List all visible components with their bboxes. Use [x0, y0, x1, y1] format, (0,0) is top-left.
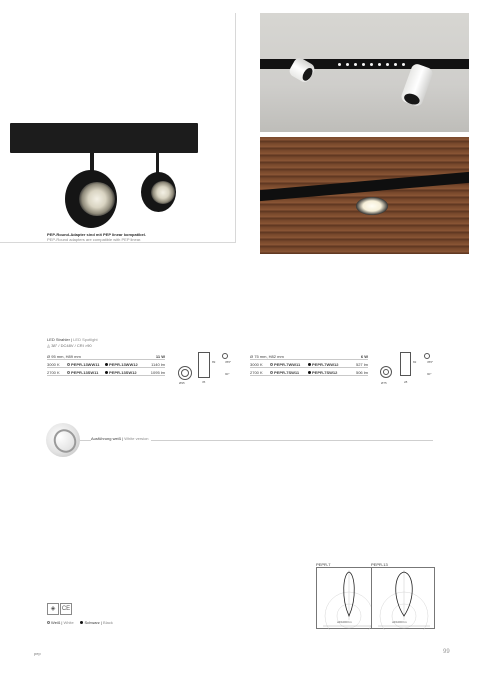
white-dot-icon: [67, 371, 70, 374]
black-dot-icon: [80, 621, 83, 624]
footer-brand: pep: [34, 651, 41, 656]
page-number: 99: [443, 649, 450, 655]
table-row: 2700 K PEPR-13SW11 PEPR-13SW12 1095 lm: [47, 369, 165, 375]
white-dot-icon: [270, 371, 273, 374]
spec-table-large: [47, 352, 165, 376]
white-dot-icon: [270, 363, 273, 366]
tech-drawing-small: Ø75 82 28 355° 90°: [376, 350, 438, 386]
table-header: Ø 95 mm, H89 mm 11 W: [47, 353, 165, 359]
table-header: Ø 75 mm, H82 mm 6 W: [250, 353, 368, 359]
polar-diagram-7: cd/1000 lm: [316, 567, 380, 629]
spec-title: LED Strahler | LED Spotlight: [47, 337, 98, 342]
spotlight-small: [141, 172, 176, 212]
ceiling-photo-wood: [260, 137, 469, 254]
table-row: 2700 K PEPR-7SW11 PEPR-7SW12 506 lm: [250, 369, 368, 375]
polar-title-13: PEPR-13: [371, 562, 388, 567]
polar-diagram-13: cd/1000 lm: [371, 567, 435, 629]
white-version-thumbnail: [46, 423, 80, 457]
spec-table-small: [250, 352, 368, 376]
table-row: 3000 K PEPR-7WW11 PEPR-7WW12 527 lm: [250, 361, 368, 367]
dimmable-icon: ◈: [47, 603, 59, 615]
track-rail: [10, 123, 198, 153]
caption-de: PEP-Round-Adapter sind mit PEP linear kompatibel.: [47, 232, 147, 237]
ceiling-photo-white: [260, 13, 469, 132]
beam-icon: ◬: [47, 343, 51, 348]
spotlight-large: [65, 170, 117, 228]
white-version-label: Ausführung weiß | White version: [91, 436, 149, 441]
caption-en: PEP-Round adapters are compatible with PEP linear.: [47, 237, 142, 242]
table-row: 3000 K PEPR-13WW11 PEPR-13WW12 1140 lm: [47, 361, 165, 367]
black-dot-icon: [105, 371, 108, 374]
white-dot-icon: [67, 363, 70, 366]
polar-title-7: PEPR-7: [316, 562, 331, 567]
black-dot-icon: [308, 371, 311, 374]
spec-subtitle: ◬ 38° / DC48V / CRI >90: [47, 343, 92, 348]
color-legend: Weiß | White Schwarz | Black: [47, 620, 113, 625]
product-photo-adapters: [0, 13, 236, 243]
photo-caption: [47, 232, 146, 242]
black-dot-icon: [308, 363, 311, 366]
white-spotlight-right: [400, 62, 434, 107]
white-dot-icon: [47, 621, 50, 624]
black-dot-icon: [105, 363, 108, 366]
ce-mark-icon: CE: [60, 603, 72, 615]
track-rail: [260, 172, 469, 201]
tech-drawing-large: Ø95 89 35 355° 90°: [174, 350, 236, 386]
round-spotlight-glow: [356, 197, 388, 215]
